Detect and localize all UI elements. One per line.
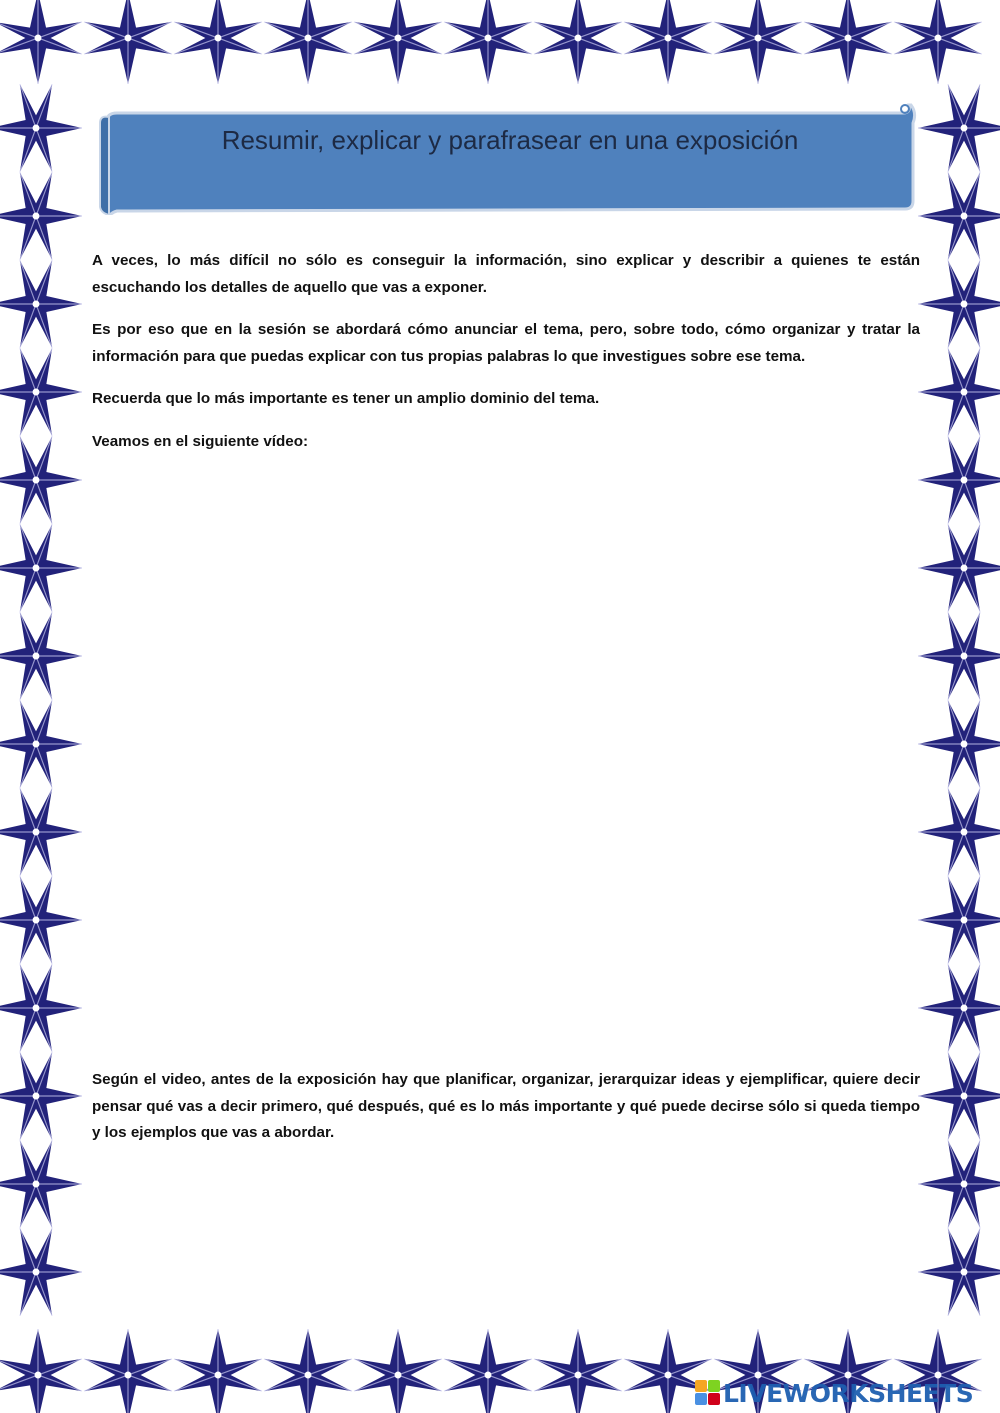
border-star — [264, 1329, 351, 1413]
border-star — [174, 0, 261, 84]
border-star — [0, 964, 82, 1051]
border-star — [918, 436, 1000, 523]
watermark — [695, 1378, 973, 1408]
border-star — [354, 0, 441, 84]
border-star — [918, 612, 1000, 699]
border-star — [918, 172, 1000, 259]
after-video-paragraph: Según el video, antes de la exposición hay que planificar, organizar, jerarquizar ideas y ejemplificar, quiere decir pensar qué vas a decir primero, qué después, qué es lo más importante y qué puede decirse sólo si queda tiempo y los ejemplos que vas a abordar. — [92, 1071, 920, 1141]
border-star — [174, 1329, 261, 1413]
border-star — [0, 700, 82, 787]
paragraph-3: Recuerda que lo más importante es tener un amplio dominio del tema. — [92, 390, 600, 407]
border-star — [624, 0, 711, 84]
border-star — [0, 348, 82, 435]
border-star — [0, 788, 82, 875]
paragraph-2: Es por eso que en la sesión se abordará cómo anunciar el tema, pero, sobre todo, cómo organizar y tratar la información para que puedas explicar con tus propias palabras lo que investigues sobre ese tema. — [92, 321, 920, 365]
border-star — [918, 260, 1000, 347]
border-star — [918, 348, 1000, 435]
border-star — [0, 172, 82, 259]
paragraph-4: Veamos en el siguiente vídeo: — [92, 432, 309, 450]
intro-section — [92, 248, 920, 471]
border-star — [0, 1052, 82, 1139]
border-star — [0, 524, 82, 611]
border-star — [0, 1329, 82, 1413]
border-star — [918, 84, 1000, 171]
border-star — [0, 876, 82, 963]
border-star — [918, 876, 1000, 963]
watermark-text: LIVEWORKSHEETS — [723, 1378, 974, 1408]
border-star — [894, 0, 981, 84]
border-star — [804, 0, 891, 84]
liveworksheets-logo-icon — [695, 1380, 721, 1406]
border-star — [534, 1329, 621, 1413]
video-placeholder[interactable] — [92, 470, 920, 1050]
border-star — [918, 1228, 1000, 1315]
border-star — [84, 0, 171, 84]
border-star — [0, 260, 82, 347]
border-star — [84, 1329, 171, 1413]
title-banner — [95, 103, 917, 215]
paragraph-1: A veces, lo más difícil no sólo es conseguir la información, sino explicar y describir a quienes te están escuchando los detalles de aquello que vas a exponer. — [92, 252, 920, 296]
border-star — [918, 1140, 1000, 1227]
border-star — [918, 1052, 1000, 1139]
border-star — [534, 0, 621, 84]
border-star — [354, 1329, 441, 1413]
border-star — [0, 612, 82, 699]
border-star — [0, 84, 82, 171]
border-star — [0, 1140, 82, 1227]
border-star — [714, 0, 801, 84]
border-star — [0, 436, 82, 523]
border-star — [0, 0, 82, 84]
page-title: Resumir, explicar y parafrasear en una exposición — [221, 125, 799, 155]
border-star — [918, 700, 1000, 787]
banner-scroll-shape — [95, 103, 917, 215]
border-star — [444, 0, 531, 84]
border-star — [918, 788, 1000, 875]
border-star — [264, 0, 351, 84]
border-star — [918, 964, 1000, 1051]
border-star — [918, 524, 1000, 611]
border-star — [0, 1228, 82, 1315]
border-star — [444, 1329, 531, 1413]
